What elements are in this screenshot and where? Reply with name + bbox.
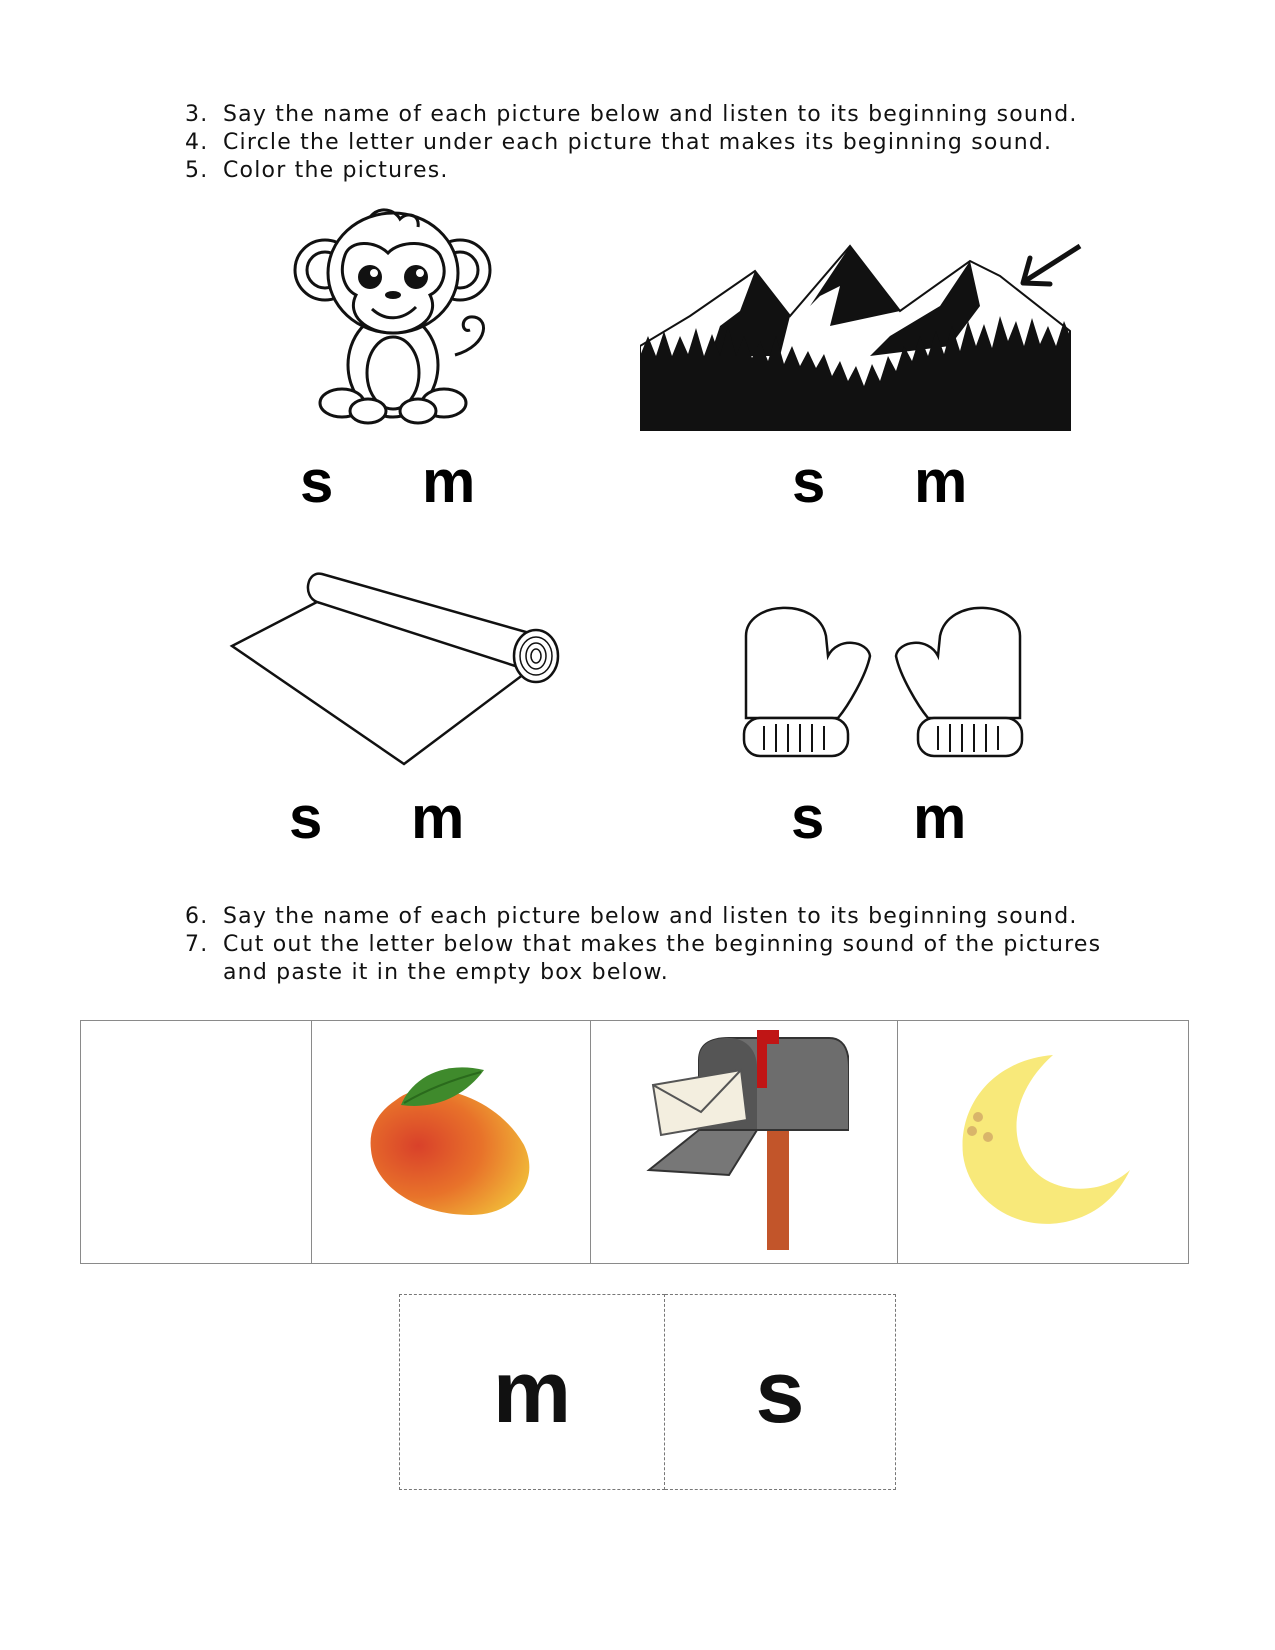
mango-cell [312,1021,591,1264]
letter-choice-s[interactable]: s [791,784,825,851]
instruction-number: 5. [185,158,209,183]
instructions-top [185,101,1078,185]
letter-choice-m[interactable]: m [411,784,465,851]
cut-out-letters [399,1294,896,1490]
mango-picture [356,1055,546,1225]
instruction-text: Color the pictures. [223,158,449,183]
instruction-text: Say the name of each picture below and listen to its beginning sound. [223,904,1078,929]
letter-choice-m[interactable]: m [422,448,476,515]
instruction-3 [185,101,1078,129]
cut-row [400,1295,896,1490]
instructions-bottom [185,903,1145,987]
letter-choice-s[interactable]: s [792,448,826,515]
instruction-number: 7. [185,932,209,957]
cut-letter-s[interactable]: s [665,1295,896,1490]
instruction-5 [185,157,1078,185]
mittens-picture [738,596,1028,766]
letter-choice-s[interactable]: s [289,784,323,851]
mat-picture [222,566,567,771]
letter-choice-m[interactable]: m [913,784,967,851]
monkey-picture [290,205,500,430]
instruction-text: Cut out the letter below that makes the beginning sound of the pictures and paste it in the empty box below. [223,932,1102,985]
paste-table [80,1020,1189,1264]
letter-choice-s[interactable]: s [300,448,334,515]
paste-row [81,1021,1189,1264]
instruction-7 [185,931,1145,987]
mailbox-picture [639,1030,849,1250]
mountain-picture [640,236,1110,431]
instruction-6 [185,903,1145,931]
instruction-number: 6. [185,904,209,929]
instruction-text: Say the name of each picture below and listen to its beginning sound. [223,102,1078,127]
instruction-4 [185,129,1078,157]
empty-paste-box[interactable] [81,1021,312,1264]
letter-choice-m[interactable]: m [914,448,968,515]
cut-letter-m[interactable]: m [400,1295,665,1490]
moon-cell [898,1021,1189,1264]
moon-picture [948,1045,1138,1235]
instruction-text: Circle the letter under each picture that makes its beginning sound. [223,130,1053,155]
instruction-number: 3. [185,102,209,127]
instruction-number: 4. [185,130,209,155]
mailbox-cell [591,1021,898,1264]
